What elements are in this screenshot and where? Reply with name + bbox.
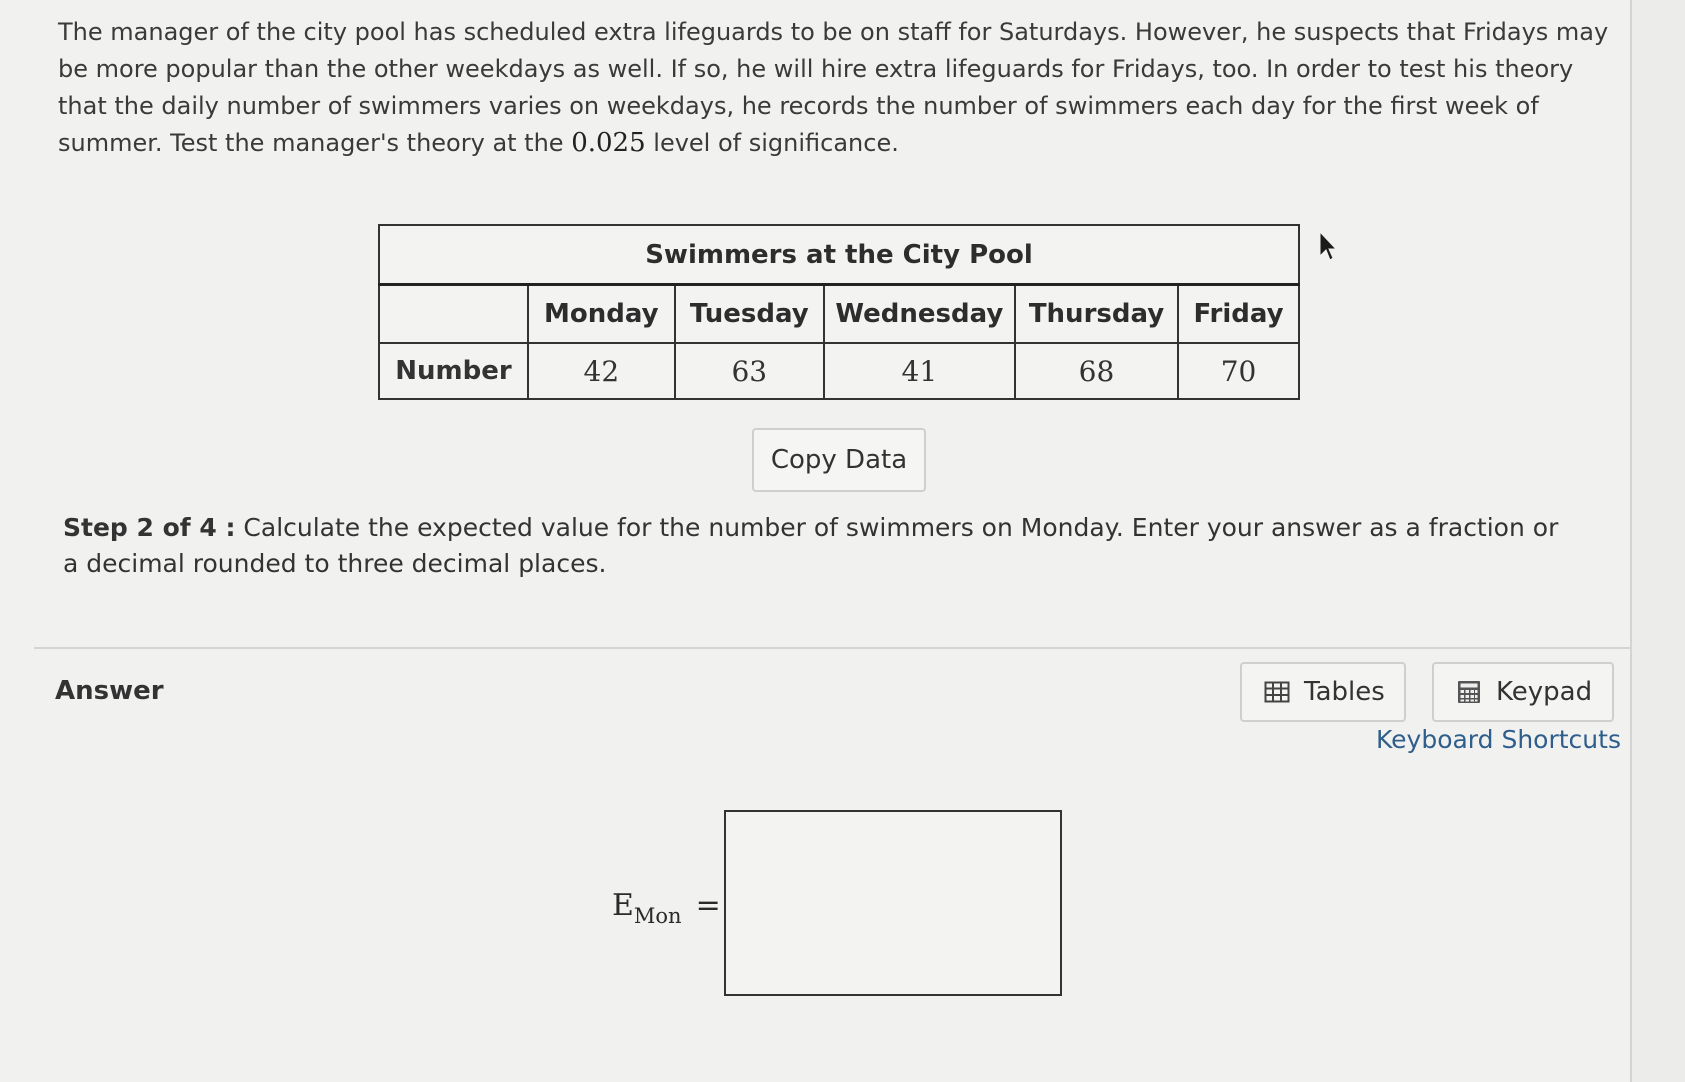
step-instructions xyxy=(63,510,1563,582)
header-thursday: Thursday xyxy=(1015,285,1178,344)
keypad-button-label: Keypad xyxy=(1496,677,1593,707)
header-wednesday: Wednesday xyxy=(824,285,1015,344)
value-monday: 42 xyxy=(528,343,675,399)
swimmers-table xyxy=(378,224,1300,400)
table-title: Swimmers at the City Pool xyxy=(379,225,1299,285)
header-monday: Monday xyxy=(528,285,675,344)
table-header-row xyxy=(379,285,1299,344)
table-grid-icon xyxy=(1264,680,1290,704)
header-empty xyxy=(379,285,528,344)
equals-sign: = xyxy=(695,888,721,923)
mouse-pointer-icon xyxy=(1318,230,1338,264)
header-tuesday: Tuesday xyxy=(675,285,824,344)
calculator-keypad-icon xyxy=(1456,680,1482,704)
section-divider xyxy=(34,647,1630,649)
problem-statement xyxy=(58,14,1618,162)
right-edge-strip xyxy=(1632,0,1685,1082)
value-friday: 70 xyxy=(1178,343,1299,399)
row-label-number: Number xyxy=(379,343,528,399)
value-tuesday: 63 xyxy=(675,343,824,399)
answer-heading: Answer xyxy=(55,676,164,706)
problem-text-before: The manager of the city pool has scheduled extra lifeguards to be on staff for Saturdays. However, he suspects that Fridays may be more popular than the other weekdays as well. If so, he will hire extra lifeguards for Fridays, too. In order to test his theory that the daily number of swimmers varies on weekdays, he records the number of swimmers each day for the first week of summer. Test the manager's theory at the xyxy=(58,18,1609,157)
tables-button[interactable] xyxy=(1240,662,1406,722)
step-text: Calculate the expected value for the number of swimmers on Monday. Enter your answer as a fraction or a decimal rounded to three decimal places. xyxy=(63,513,1559,578)
variable-main: E xyxy=(612,888,634,923)
significance-level: 0.025 xyxy=(571,128,646,158)
problem-text-after: level of significance. xyxy=(645,129,899,157)
value-thursday: 68 xyxy=(1015,343,1178,399)
table-row xyxy=(379,343,1299,399)
expected-value-label xyxy=(612,888,721,928)
keypad-button[interactable] xyxy=(1432,662,1614,722)
variable-subscript: Mon xyxy=(633,904,682,928)
value-wednesday: 41 xyxy=(824,343,1015,399)
header-friday: Friday xyxy=(1178,285,1299,344)
tables-button-label: Tables xyxy=(1304,677,1385,707)
step-label: Step 2 of 4 : xyxy=(63,513,236,542)
copy-data-button[interactable]: Copy Data xyxy=(752,428,926,492)
answer-input[interactable] xyxy=(724,810,1062,996)
keyboard-shortcuts-link[interactable]: Keyboard Shortcuts xyxy=(1376,725,1621,754)
